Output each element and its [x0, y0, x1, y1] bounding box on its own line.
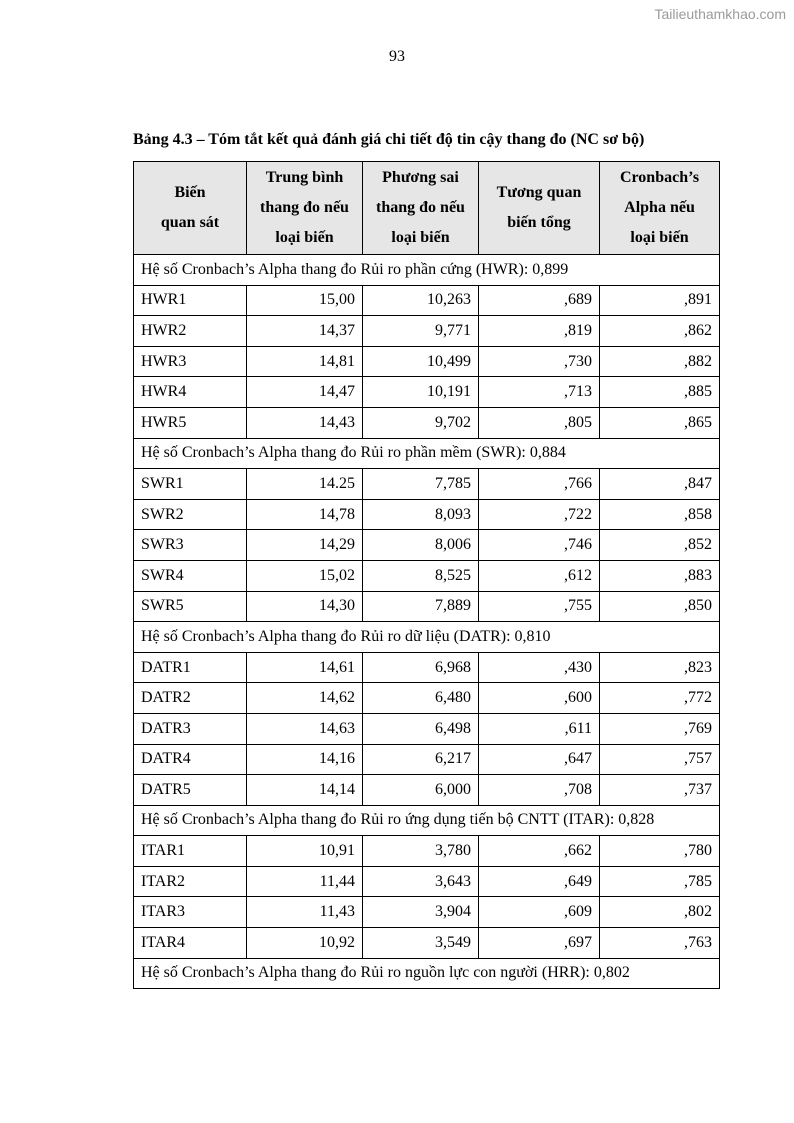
header-line: thang đo nếu	[376, 199, 465, 216]
variance-cell: 10,191	[363, 377, 479, 408]
header-line: Cronbach’s	[619, 169, 700, 186]
header-line: Biến	[174, 184, 206, 201]
alpha-cell: ,862	[600, 316, 720, 347]
header-line: quan sát	[160, 214, 220, 231]
variance-cell: 3,643	[363, 866, 479, 897]
mean-cell: 14,81	[247, 346, 363, 377]
alpha-cell: ,763	[600, 928, 720, 959]
variance-cell: 3,904	[363, 897, 479, 928]
table-row	[134, 652, 720, 683]
variable-cell: SWR4	[134, 560, 247, 591]
group-title: Hệ số Cronbach’s Alpha thang đo Rủi ro ứng dụng tiến bộ CNTT (ITAR): 0,828	[134, 805, 720, 836]
correlation-cell: ,647	[479, 744, 600, 775]
mean-cell: 14,43	[247, 407, 363, 438]
group-title-row	[134, 805, 720, 836]
variable-cell: ITAR4	[134, 928, 247, 959]
table-row	[134, 316, 720, 347]
correlation-cell: ,755	[479, 591, 600, 622]
header-line: loại biến	[275, 229, 334, 246]
table-row	[134, 499, 720, 530]
table-row	[134, 683, 720, 714]
correlation-cell: ,819	[479, 316, 600, 347]
table-row	[134, 836, 720, 867]
correlation-cell: ,430	[479, 652, 600, 683]
table-row	[134, 775, 720, 806]
variance-cell: 3,549	[363, 928, 479, 959]
correlation-cell: ,600	[479, 683, 600, 714]
correlation-cell: ,713	[479, 377, 600, 408]
table-body	[134, 255, 720, 989]
variance-cell: 10,263	[363, 285, 479, 316]
mean-cell: 14,16	[247, 744, 363, 775]
table-row	[134, 928, 720, 959]
group-title-row	[134, 255, 720, 286]
mean-cell: 14,63	[247, 713, 363, 744]
correlation-cell: ,609	[479, 897, 600, 928]
alpha-cell: ,785	[600, 866, 720, 897]
mean-cell: 14,37	[247, 316, 363, 347]
watermark-text: Tailieuthamkhao.com	[654, 6, 786, 22]
correlation-cell: ,611	[479, 713, 600, 744]
variable-cell: DATR1	[134, 652, 247, 683]
table-row	[134, 377, 720, 408]
variance-cell: 6,217	[363, 744, 479, 775]
group-title: Hệ số Cronbach’s Alpha thang đo Rủi ro dữ liệu (DATR): 0,810	[134, 622, 720, 653]
table-row	[134, 530, 720, 561]
table-row	[134, 713, 720, 744]
correlation-cell: ,746	[479, 530, 600, 561]
variable-cell: ITAR2	[134, 866, 247, 897]
mean-cell: 14,78	[247, 499, 363, 530]
table-header-row	[134, 162, 720, 255]
header-item-total-correlation	[479, 162, 600, 255]
table-row	[134, 897, 720, 928]
mean-cell: 14,62	[247, 683, 363, 714]
group-title: Hệ số Cronbach’s Alpha thang đo Rủi ro phần cứng (HWR): 0,899	[134, 255, 720, 286]
alpha-cell: ,891	[600, 285, 720, 316]
variable-cell: HWR4	[134, 377, 247, 408]
table-row	[134, 407, 720, 438]
correlation-cell: ,662	[479, 836, 600, 867]
mean-cell: 14,47	[247, 377, 363, 408]
correlation-cell: ,649	[479, 866, 600, 897]
header-line: loại biến	[391, 229, 450, 246]
header-alpha-if-deleted	[600, 162, 720, 255]
page-number: 93	[389, 48, 405, 65]
group-title: Hệ số Cronbach’s Alpha thang đo Rủi ro phần mềm (SWR): 0,884	[134, 438, 720, 469]
variable-cell: SWR3	[134, 530, 247, 561]
alpha-cell: ,737	[600, 775, 720, 806]
variable-cell: SWR1	[134, 469, 247, 500]
alpha-cell: ,757	[600, 744, 720, 775]
alpha-cell: ,883	[600, 560, 720, 591]
table-row	[134, 866, 720, 897]
alpha-cell: ,847	[600, 469, 720, 500]
mean-cell: 11,43	[247, 897, 363, 928]
mean-cell: 10,91	[247, 836, 363, 867]
table-row	[134, 560, 720, 591]
table-row	[134, 744, 720, 775]
correlation-cell: ,730	[479, 346, 600, 377]
variable-cell: HWR1	[134, 285, 247, 316]
variable-cell: SWR2	[134, 499, 247, 530]
header-mean-if-deleted	[247, 162, 363, 255]
variance-cell: 6,968	[363, 652, 479, 683]
table-row	[134, 285, 720, 316]
header-variable	[134, 162, 247, 255]
mean-cell: 10,92	[247, 928, 363, 959]
alpha-cell: ,769	[600, 713, 720, 744]
variance-cell: 7,785	[363, 469, 479, 500]
alpha-cell: ,852	[600, 530, 720, 561]
alpha-cell: ,885	[600, 377, 720, 408]
alpha-cell: ,850	[600, 591, 720, 622]
mean-cell: 15,00	[247, 285, 363, 316]
header-line: Phương sai	[382, 169, 459, 186]
group-title-row	[134, 622, 720, 653]
table-row	[134, 591, 720, 622]
correlation-cell: ,708	[479, 775, 600, 806]
header-variance-if-deleted	[363, 162, 479, 255]
variable-cell: HWR3	[134, 346, 247, 377]
variance-cell: 9,702	[363, 407, 479, 438]
variance-cell: 8,093	[363, 499, 479, 530]
variance-cell: 8,525	[363, 560, 479, 591]
variable-cell: ITAR1	[134, 836, 247, 867]
correlation-cell: ,722	[479, 499, 600, 530]
variable-cell: DATR2	[134, 683, 247, 714]
alpha-cell: ,802	[600, 897, 720, 928]
alpha-cell: ,823	[600, 652, 720, 683]
variance-cell: 3,780	[363, 836, 479, 867]
correlation-cell: ,766	[479, 469, 600, 500]
group-title-row	[134, 958, 720, 989]
mean-cell: 15,02	[247, 560, 363, 591]
header-line: Alpha nếu	[624, 199, 695, 216]
variable-cell: ITAR3	[134, 897, 247, 928]
header-line: Trung bình	[265, 169, 344, 186]
variance-cell: 8,006	[363, 530, 479, 561]
correlation-cell: ,689	[479, 285, 600, 316]
group-title-row	[134, 438, 720, 469]
alpha-cell: ,865	[600, 407, 720, 438]
mean-cell: 14,30	[247, 591, 363, 622]
mean-cell: 14,14	[247, 775, 363, 806]
header-line: Tương quan	[496, 184, 582, 201]
group-title: Hệ số Cronbach’s Alpha thang đo Rủi ro nguồn lực con người (HRR): 0,802	[134, 958, 720, 989]
variable-cell: HWR2	[134, 316, 247, 347]
mean-cell: 11,44	[247, 866, 363, 897]
variance-cell: 6,000	[363, 775, 479, 806]
alpha-cell: ,882	[600, 346, 720, 377]
header-line: loại biến	[630, 229, 689, 246]
variance-cell: 7,889	[363, 591, 479, 622]
variable-cell: HWR5	[134, 407, 247, 438]
correlation-cell: ,805	[479, 407, 600, 438]
mean-cell: 14.25	[247, 469, 363, 500]
variable-cell: DATR3	[134, 713, 247, 744]
variance-cell: 6,480	[363, 683, 479, 714]
correlation-cell: ,697	[479, 928, 600, 959]
header-line: biến tổng	[507, 214, 571, 231]
table-row	[134, 346, 720, 377]
alpha-cell: ,772	[600, 683, 720, 714]
reliability-table	[133, 161, 720, 989]
variable-cell: DATR5	[134, 775, 247, 806]
table-row	[134, 469, 720, 500]
variance-cell: 6,498	[363, 713, 479, 744]
variable-cell: DATR4	[134, 744, 247, 775]
table-caption: Bảng 4.3 – Tóm tắt kết quả đánh giá chi tiết độ tin cậy thang đo (NC sơ bộ)	[133, 131, 645, 148]
alpha-cell: ,858	[600, 499, 720, 530]
variance-cell: 10,499	[363, 346, 479, 377]
correlation-cell: ,612	[479, 560, 600, 591]
variance-cell: 9,771	[363, 316, 479, 347]
alpha-cell: ,780	[600, 836, 720, 867]
mean-cell: 14,61	[247, 652, 363, 683]
variable-cell: SWR5	[134, 591, 247, 622]
header-line: thang đo nếu	[260, 199, 349, 216]
mean-cell: 14,29	[247, 530, 363, 561]
